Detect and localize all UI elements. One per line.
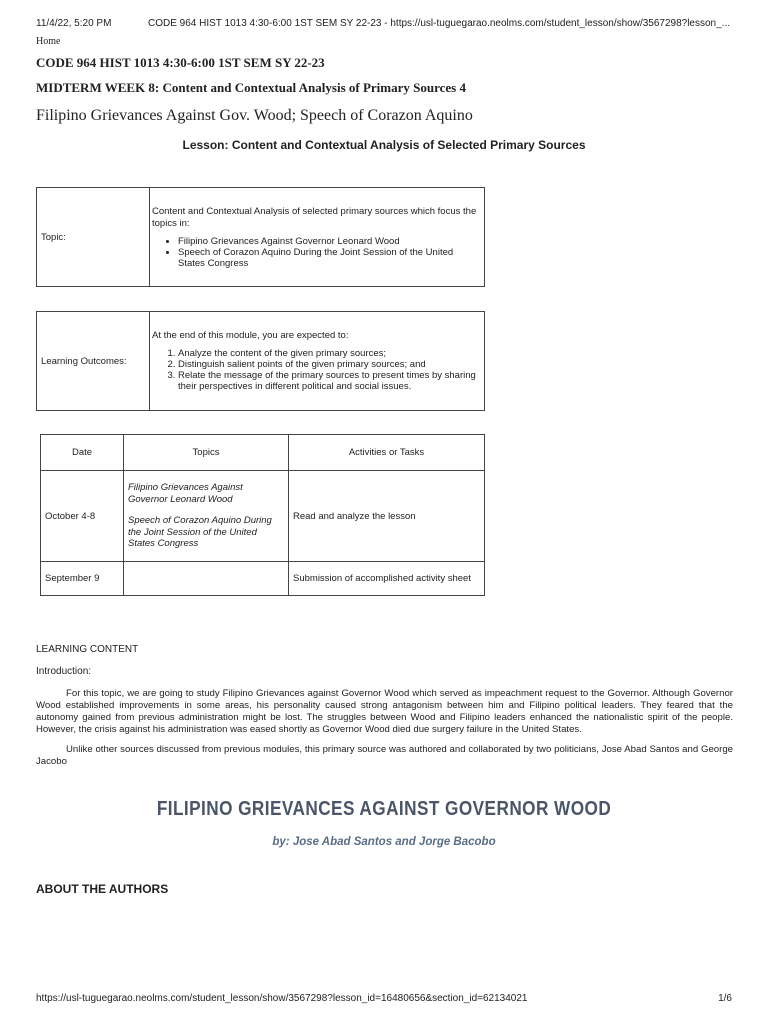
list-item: • Speech of Corazon Aquino During the Joint Session of the United States Congress [178, 247, 480, 269]
footer-url: https://usl-tuguegarao.neolms.com/student_lesson/show/3567298?lesson_id=16480656&section_id=62134021 [36, 993, 528, 1004]
row-topic-1: Filipino Grievances Against Governor Leonard Wood [128, 482, 243, 505]
table-row [41, 562, 485, 596]
source-title: FILIPINO GRIEVANCES AGAINST GOVERNOR WOOD [156, 798, 612, 820]
outcomes-content [150, 312, 485, 411]
list-item: 1. Analyze the content of the given primary sources; [178, 348, 480, 359]
page-title: Filipino Grievances Against Gov. Wood; Speech of Corazon Aquino [36, 107, 473, 124]
topic-table [36, 187, 485, 287]
topic-list [152, 236, 480, 269]
learning-content-label: LEARNING CONTENT [36, 644, 139, 655]
row-topics [124, 562, 289, 596]
outcomes-list [152, 348, 480, 392]
row-task: Submission of accomplished activity sheet [289, 562, 485, 596]
row-task: Read and analyze the lesson [289, 471, 485, 562]
page-number: 1/6 [718, 993, 732, 1004]
print-datetime: 11/4/22, 5:20 PM [36, 18, 112, 29]
home-link[interactable]: Home [36, 36, 61, 47]
lesson-heading: Lesson: Content and Contextual Analysis of Selected Primary Sources [182, 138, 586, 152]
source-byline: by: Jose Abad Santos and Jorge Bacobo [272, 836, 496, 848]
topic-content [150, 188, 485, 287]
course-code-heading: CODE 964 HIST 1013 4:30-6:00 1ST SEM SY 22-23 [36, 55, 325, 70]
schedule-table [40, 434, 485, 596]
row-date: September 9 [41, 562, 124, 596]
row-topic-2: Speech of Corazon Aquino During the Joint Session of the United States Congress [128, 515, 272, 550]
topic-label: Topic: [37, 188, 150, 287]
week-title-heading: MIDTERM WEEK 8: Content and Contextual Analysis of Primary Sources 4 [36, 80, 466, 95]
intro-paragraph-1: For this topic, we are going to study Filipino Grievances against Governor Wood which served as impeachment request to the Governor. Although Governor Wood established improvements in some areas, his personality caused strong antagonism between him and Filipino political leaders. They feared that the autonomy gained from previous administration might be lost. The struggles between Wood and Filipino leaders enhanced the nationalistic spirit of the people. However, the crisis against his administration was eased shortly as Governor Wood died due surgery failure in the United States. [36, 688, 733, 735]
topic-intro: Content and Contextual Analysis of selected primary sources which focus the topics in: [152, 205, 477, 229]
row-topics [124, 471, 289, 562]
introduction-label: Introduction: [36, 666, 92, 677]
about-authors-heading: ABOUT THE AUTHORS [36, 882, 169, 896]
list-item: 2. Distinguish salient points of the given primary sources; and [178, 359, 480, 370]
outcomes-intro: At the end of this module, you are expected to: [152, 330, 349, 341]
print-page-title: CODE 964 HIST 1013 4:30-6:00 1ST SEM SY 22-23 - https://usl-tuguegarao.neolms.com/student_lesson/show/3567298?lesson_... [148, 18, 731, 29]
row-date: October 4-8 [41, 471, 124, 562]
outcomes-table [36, 311, 485, 411]
list-item: 3. Relate the message of the primary sources to present times by sharing their perspectives in different political and social issues. [178, 370, 480, 392]
column-header-date: Date [41, 435, 124, 471]
intro-paragraph-2: Unlike other sources discussed from previous modules, this primary source was authored and collaborated by two politicians, Jose Abad Santos and George Jacobo [36, 744, 733, 767]
column-header-topics: Topics [124, 435, 289, 471]
column-header-activities: Activities or Tasks [289, 435, 485, 471]
list-item: • Filipino Grievances Against Governor Leonard Wood [178, 236, 480, 247]
outcomes-label: Learning Outcomes: [37, 312, 150, 411]
table-row [41, 471, 485, 562]
